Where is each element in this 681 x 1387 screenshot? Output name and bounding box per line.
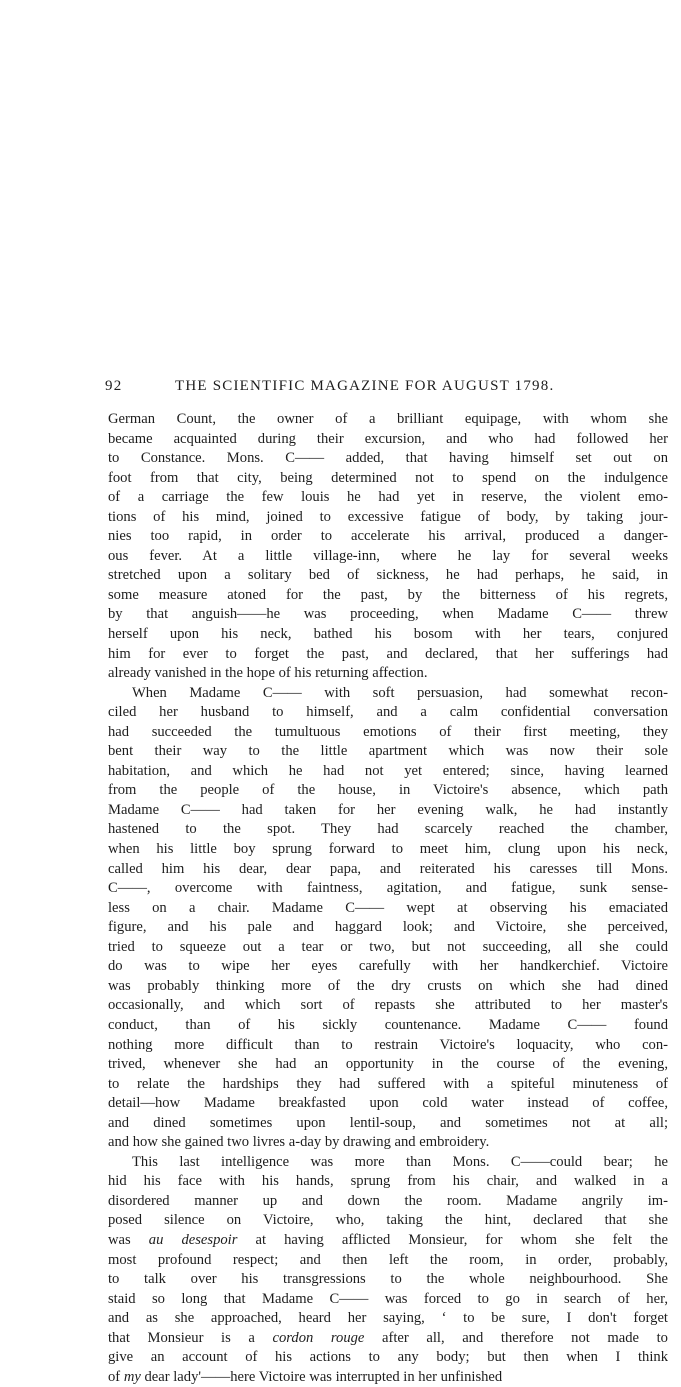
page xyxy=(105,378,668,1387)
text-line xyxy=(108,1231,668,1251)
paragraph xyxy=(108,410,668,684)
text-line xyxy=(108,1290,668,1310)
text-segment: bent their way to the little apartment which was now their sole xyxy=(108,743,668,760)
text-line xyxy=(108,1192,668,1212)
text-line xyxy=(108,977,668,997)
italic-phrase: my xyxy=(123,1368,141,1385)
text-segment: conduct, than of his sickly countenance. Madame C—— found xyxy=(108,1016,668,1033)
text-line xyxy=(108,508,668,528)
text-segment: and dined sometimes upon lentil-soup, and sometimes not at all; xyxy=(108,1114,668,1131)
text-segment: ciled her husband to himself, and a calm confidential conversation xyxy=(108,704,668,721)
text-line xyxy=(108,840,668,860)
text-segment: German Count, the owner of a brilliant equipage, with whom she xyxy=(108,411,668,427)
text-segment: staid so long that Madame C—— was forced to go in search of her, xyxy=(108,1290,668,1307)
text-line xyxy=(108,625,668,645)
text-line xyxy=(108,547,668,567)
text-line xyxy=(108,762,668,782)
text-line xyxy=(108,723,668,743)
text-segment: at having afflicted Monsieur, for whom she felt the xyxy=(237,1231,668,1248)
text-line xyxy=(108,1114,668,1134)
page-number: 92 xyxy=(105,378,123,394)
text-segment: after all, and therefore not made to xyxy=(364,1329,668,1346)
text-segment: of a carriage the few louis he had yet in reserve, the violent emo- xyxy=(108,489,668,506)
text-segment: hastened to the spot. They had scarcely reached the chamber, xyxy=(108,821,668,838)
text-segment: habitation, and which he had not yet entered; since, having learned xyxy=(108,762,668,779)
text-line xyxy=(108,605,668,625)
text-segment: tried to squeeze out a tear or two, but not succeeding, all she could xyxy=(108,938,668,955)
text-segment: was probably thinking more of the dry crusts on which she had dined xyxy=(108,977,668,994)
text-segment: do was to wipe her eyes carefully with her handkerchief. Victoire xyxy=(108,958,668,975)
running-head xyxy=(105,378,668,404)
text-segment: to Constance. Mons. C—— added, that having himself set out on xyxy=(108,450,668,467)
text-segment: him for ever to forget the past, and declared, that her sufferings had xyxy=(108,645,668,662)
text-line xyxy=(108,1055,668,1075)
text-segment: When Madame C—— with soft persuasion, had somewhat recon- xyxy=(132,684,668,701)
text-segment: tions of his mind, joined to excessive fatigue of body, by taking jour- xyxy=(108,508,668,525)
text-segment: of xyxy=(108,1368,124,1385)
text-line xyxy=(108,879,668,899)
text-segment: already vanished in the hope of his returning affection. xyxy=(108,665,428,682)
text-segment: was xyxy=(108,1231,149,1248)
text-segment: trived, whenever she had an opportunity in the course of the evening, xyxy=(108,1056,668,1073)
text-line xyxy=(108,410,668,430)
text-line xyxy=(108,899,668,919)
text-segment: This last intelligence was more than Mons. C——could bear; he xyxy=(132,1153,668,1170)
text-segment: to relate the hardships they had suffered with a spiteful minuteness of xyxy=(108,1075,668,1092)
text-segment: disordered manner up and down the room. Madame angrily im- xyxy=(108,1192,668,1209)
text-line xyxy=(108,469,668,489)
text-line xyxy=(108,1172,668,1192)
text-line xyxy=(108,1133,668,1153)
text-line xyxy=(108,820,668,840)
text-segment: foot from that city, being determined not to spend on the indulgence xyxy=(108,469,668,486)
text-segment: by that anguish——he was proceeding, when Madame C—— threw xyxy=(108,606,668,623)
text-segment: had succeeded the tumultuous emotions of their first meeting, they xyxy=(108,723,668,740)
text-line xyxy=(108,488,668,508)
text-line xyxy=(108,703,668,723)
text-segment: stretched upon a solitary bed of sickness, he had perhaps, he said, in xyxy=(108,567,668,584)
text-line xyxy=(108,1270,668,1290)
text-segment: occasionally, and which sort of repasts she attributed to her master's xyxy=(108,997,668,1014)
text-line xyxy=(108,527,668,547)
text-line xyxy=(108,781,668,801)
text-segment: to talk over his transgressions to the whole neighbourhood. She xyxy=(108,1271,668,1288)
text-line xyxy=(108,566,668,586)
text-segment: most profound respect; and then left the room, in order, probably, xyxy=(108,1251,668,1268)
text-line xyxy=(108,449,668,469)
text-segment: some measure atoned for the past, by the bitterness of his regrets, xyxy=(108,586,668,603)
text-segment: C——, overcome with faintness, agitation, and fatigue, sunk sense- xyxy=(108,880,668,897)
text-line xyxy=(108,1153,668,1173)
text-line xyxy=(108,801,668,821)
text-line xyxy=(108,1348,668,1368)
paragraph xyxy=(108,1153,668,1387)
text-segment: and how she gained two livres a-day by drawing and embroidery. xyxy=(108,1134,490,1151)
paragraph xyxy=(108,684,668,1153)
text-segment: detail—how Madame breakfasted upon cold water instead of coffee, xyxy=(108,1095,668,1112)
text-line xyxy=(108,938,668,958)
text-segment: that Monsieur is a xyxy=(108,1329,273,1346)
text-line xyxy=(108,1016,668,1036)
text-segment: and as she approached, heard her saying, ‘ to be sure, I don't forget xyxy=(108,1310,668,1327)
text-line xyxy=(108,645,668,665)
text-line xyxy=(108,1075,668,1095)
text-line xyxy=(108,430,668,450)
running-title: THE SCIENTIFIC MAGAZINE FOR AUGUST 1798. xyxy=(175,378,555,394)
text-line xyxy=(108,918,668,938)
italic-phrase: au desespoir xyxy=(148,1231,238,1248)
article-body xyxy=(108,410,668,1387)
text-line xyxy=(108,1368,668,1387)
text-line xyxy=(108,996,668,1016)
text-segment: Madame C—— had taken for her evening walk, he had instantly xyxy=(108,801,668,818)
text-segment: when his little boy sprung forward to meet him, clung upon his neck, xyxy=(108,841,668,858)
text-segment: dear lady'——here Victoire was interrupted in her unfinished xyxy=(140,1368,503,1385)
text-line xyxy=(108,1309,668,1329)
text-line xyxy=(108,1251,668,1271)
text-line xyxy=(108,1211,668,1231)
text-line xyxy=(108,860,668,880)
text-line xyxy=(108,664,668,684)
text-segment: hid his face with his hands, sprung from his chair, and walked in a xyxy=(108,1173,668,1190)
text-line xyxy=(108,1094,668,1114)
text-line xyxy=(108,684,668,704)
text-segment: give an account of his actions to any body; but then when I think xyxy=(108,1349,668,1366)
text-line xyxy=(108,1329,668,1349)
text-line xyxy=(108,1036,668,1056)
text-segment: ous fever. At a little village-inn, where he lay for several weeks xyxy=(108,547,668,564)
text-segment: called him his dear, dear papa, and reiterated his caresses till Mons. xyxy=(108,860,668,877)
text-segment: posed silence on Victoire, who, taking the hint, declared that she xyxy=(108,1212,668,1229)
text-segment: became acquainted during their excursion, and who had followed her xyxy=(108,430,668,447)
text-segment: from the people of the house, in Victoire's absence, which path xyxy=(108,782,668,799)
text-segment: herself upon his neck, bathed his bosom with her tears, conjured xyxy=(108,626,668,643)
italic-phrase: cordon rouge xyxy=(272,1329,365,1346)
text-line xyxy=(108,742,668,762)
text-segment: figure, and his pale and haggard look; and Victoire, she perceived, xyxy=(108,919,668,936)
text-segment: less on a chair. Madame C—— wept at observing his emaciated xyxy=(108,899,668,916)
text-segment: nies too rapid, in order to accelerate his arrival, produced a danger- xyxy=(108,528,668,545)
text-line xyxy=(108,586,668,606)
text-line xyxy=(108,957,668,977)
text-segment: nothing more difficult than to restrain Victoire's loquacity, who con- xyxy=(108,1036,668,1053)
